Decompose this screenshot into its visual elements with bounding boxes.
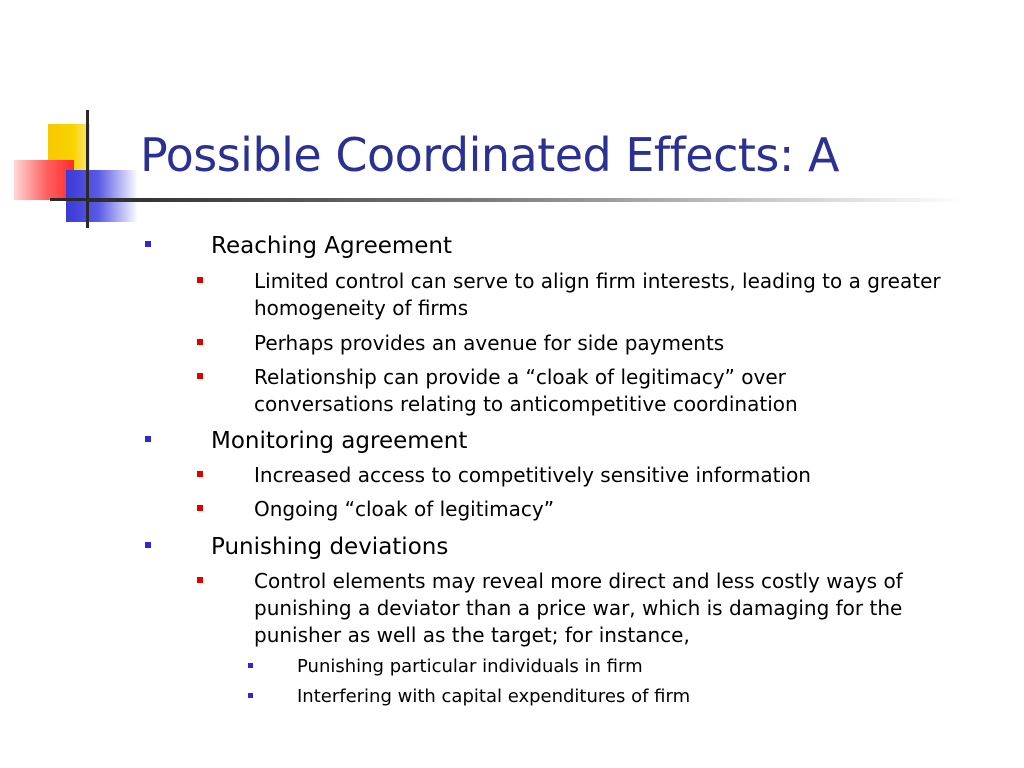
level1-bullet-icon [145, 436, 151, 442]
section-point: Ongoing “cloak of legitimacy” [254, 497, 555, 521]
level2-bullet-icon [197, 577, 203, 583]
level3-bullet-icon [248, 693, 253, 698]
level2-bullet-icon [197, 339, 203, 345]
section-heading: Punishing deviations [211, 534, 449, 560]
level1-bullet-icon [145, 542, 151, 548]
section-point: Limited control can serve to align firm interests, leading to a greater homogeneity of firms [254, 269, 941, 320]
logo-red-square [14, 160, 74, 200]
section-heading: Monitoring agreement [211, 428, 468, 454]
section-point: Perhaps provides an avenue for side payments [254, 331, 725, 355]
section-point: Control elements may reveal more direct and less costly ways of punishing a deviator than a price war, which is damaging for the punisher as well as the target; for instance, [254, 569, 903, 647]
level3-bullet-icon [248, 663, 253, 668]
level2-bullet-icon [197, 505, 203, 511]
logo-blue-square [66, 170, 138, 222]
level2-bullet-icon [197, 373, 203, 379]
section-point: Increased access to competitively sensitive information [254, 463, 811, 487]
slide-title: Possible Coordinated Effects: A [140, 128, 839, 182]
title-underline [86, 198, 966, 202]
section-heading: Reaching Agreement [211, 233, 453, 259]
level2-bullet-icon [197, 277, 203, 283]
level1-bullet-icon [145, 241, 151, 247]
section-subpoint: Punishing particular individuals in firm [297, 656, 643, 677]
logo-vertical-line [86, 110, 89, 228]
section-subpoint: Interfering with capital expenditures of firm [297, 686, 691, 707]
section-point: Relationship can provide a “cloak of legitimacy” over conversations relating to anticompetitive coordination [254, 365, 798, 416]
level2-bullet-icon [197, 471, 203, 477]
